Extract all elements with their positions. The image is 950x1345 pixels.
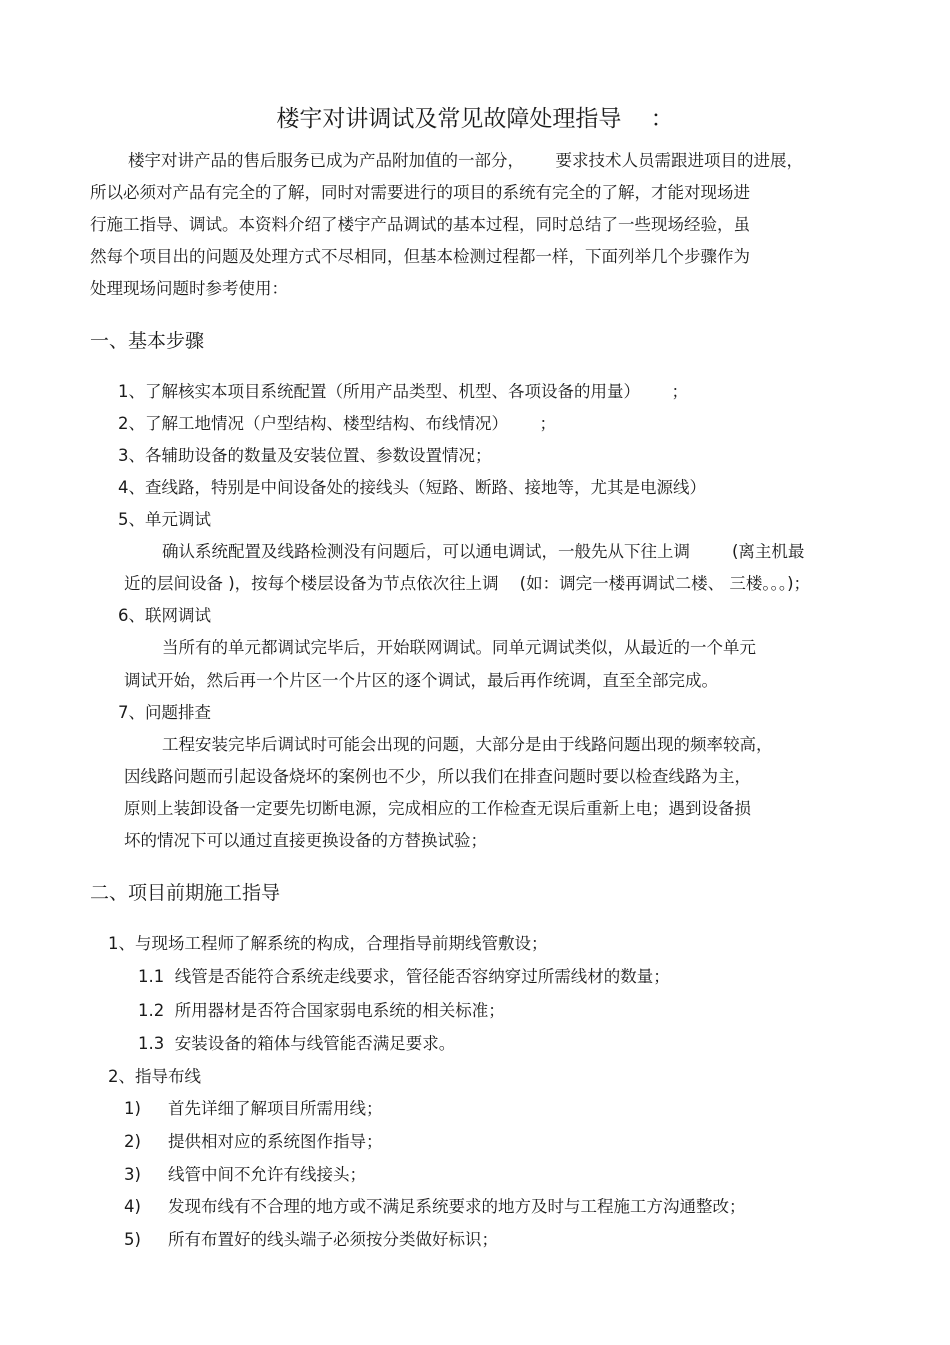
guide-2-item-3-number: 3) — [124, 1165, 141, 1184]
guide-2-item-3-text: 线管中间不允许有线接头； — [168, 1165, 366, 1184]
step-4: 4、查线路，特别是中间设备处的接线头（短路、断路、接地等，尤其是电源线） — [118, 478, 706, 497]
intro-line-5: 处理现场问题时参考使用： — [90, 279, 288, 298]
guide-2-item-5-text: 所有布置好的线头端子必须按分类做好标识； — [168, 1230, 498, 1249]
guide-2-item-4-text: 发现布线有不合理的地方或不满足系统要求的地方及时与工程施工方沟通整改； — [168, 1197, 746, 1216]
step-6-heading: 6、联网调试 — [118, 606, 211, 625]
step-7-text-3: 原则上装卸设备一定要先切断电源，完成相应的工作检查无误后重新上电；遇到设备损 — [124, 799, 751, 818]
intro-line-3: 行施工指导、调试。本资料介绍了楼宇产品调试的基本过程，同时总结了一些现场经验，虽 — [90, 215, 750, 234]
intro-line-1: 楼宇对讲产品的售后服务已成为产品附加值的一部分， 要求技术人员需跟进项目的进展， — [128, 151, 803, 170]
step-7-text-1: 工程安装完毕后调试时可能会出现的问题，大部分是由于线路问题出现的频率较高， — [162, 735, 773, 754]
intro-line-4: 然每个项目出的问题及处理方式不尽相同，但基本检测过程都一样，下面列举几个步骤作为 — [90, 247, 750, 266]
guide-2-item-2-number: 2) — [124, 1132, 141, 1151]
step-7-text-2: 因线路问题而引起设备烧坏的案例也不少，所以我们在排查问题时要以检查线路为主， — [124, 767, 751, 786]
guide-2-item-2-text: 提供相对应的系统图作指导； — [168, 1132, 383, 1151]
section-1-heading: 一、基本步骤 — [90, 330, 205, 352]
step-6-text-2: 调试开始，然后再一个片区一个片区的逐个调试，最后再作统调，直至全部完成。 — [124, 671, 718, 690]
step-1: 1、了解核实本项目系统配置（所用产品类型、机型、各项设备的用量） ； — [118, 382, 688, 401]
guide-1-2: 1.2 所用器材是否符合国家弱电系统的相关标准； — [138, 1001, 505, 1020]
intro-line-2: 所以必须对产品有完全的了解，同时对需要进行的项目的系统有完全的了解，才能对现场进 — [90, 183, 750, 202]
step-5-text-1: 确认系统配置及线路检测没有问题后，可以通电调试，一般先从下往上调 (离主机最 — [162, 542, 805, 561]
step-7-heading: 7、问题排查 — [118, 703, 211, 722]
guide-2-item-5-number: 5) — [124, 1230, 141, 1249]
guide-2-item-4-number: 4) — [124, 1197, 141, 1216]
guide-1: 1、与现场工程师了解系统的构成，合理指导前期线管敷设； — [108, 934, 548, 953]
step-7-text-4: 坏的情况下可以通过直接更换设备的方替换试验； — [124, 831, 487, 850]
step-5-heading: 5、单元调试 — [118, 510, 211, 529]
step-2: 2、了解工地情况（户型结构、楼型结构、布线情况） ； — [118, 414, 556, 433]
guide-1-1: 1.1 线管是否能符合系统走线要求，管径能否容纳穿过所需线材的数量； — [138, 967, 670, 986]
guide-2-item-1-number: 1) — [124, 1099, 141, 1118]
step-6-text-1: 当所有的单元都调试完毕后，开始联网调试。同单元调试类似，从最近的一个单元 — [162, 638, 756, 657]
step-3: 3、各辅助设备的数量及安装位置、参数设置情况； — [118, 446, 492, 465]
guide-2-item-1-text: 首先详细了解项目所需用线； — [168, 1099, 383, 1118]
guide-2: 2、指导布线 — [108, 1067, 201, 1086]
step-5-text-2: 近的层间设备 )，按每个楼层设备为节点依次往上调 (如：调完一楼再调试二楼、 三楼。。。)； — [124, 574, 811, 593]
guide-1-3: 1.3 安装设备的箱体与线管能否满足要求。 — [138, 1034, 456, 1053]
section-2-heading: 二、项目前期施工指导 — [90, 882, 281, 904]
document-title: 楼宇对讲调试及常见故障处理指导 ： — [276, 106, 674, 132]
